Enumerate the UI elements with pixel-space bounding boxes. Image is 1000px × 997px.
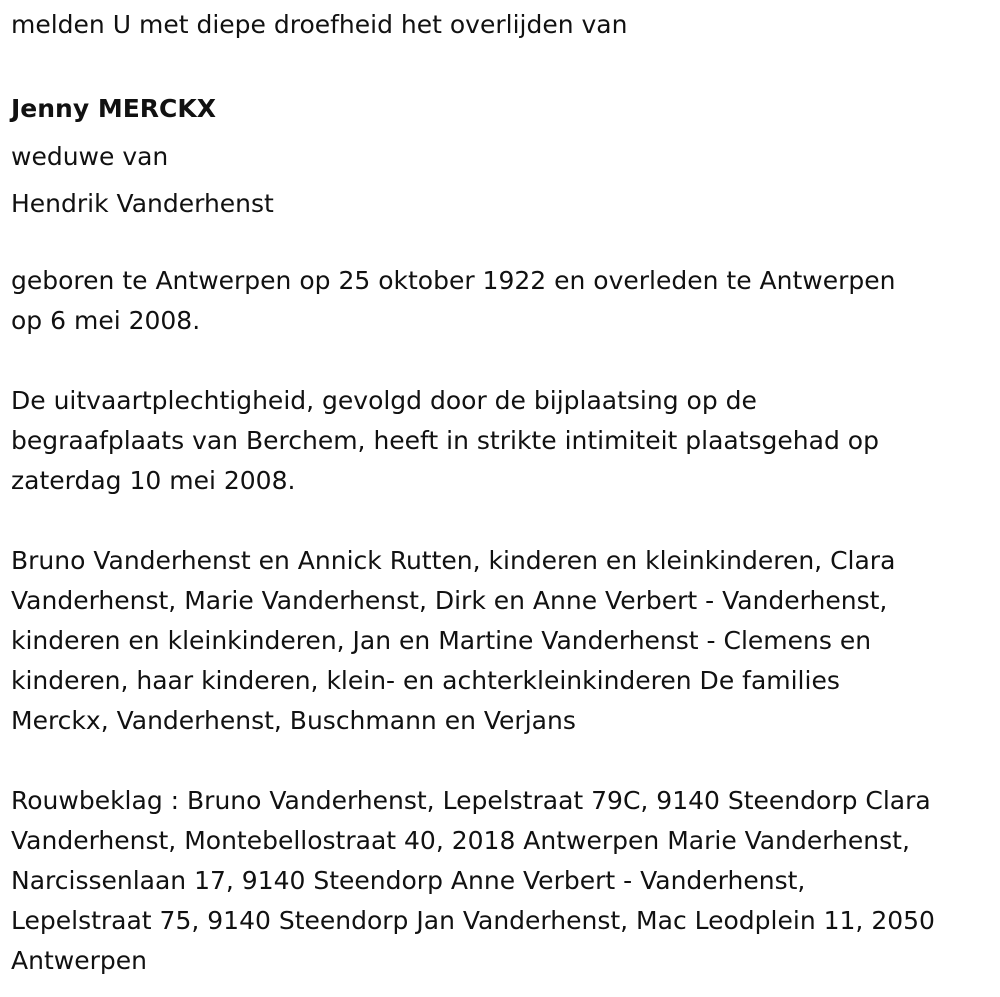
condolences-paragraph bbox=[11, 781, 1000, 981]
paragraph-line: zaterdag 10 mei 2008. bbox=[11, 466, 296, 495]
paragraph-line: Vanderhenst, Montebellostraat 40, 2018 Antwerpen Marie Vanderhenst, bbox=[11, 826, 910, 855]
paragraph-line: begraafplaats van Berchem, heeft in strikte intimiteit plaatsgehad op bbox=[11, 426, 879, 455]
paragraph-line: Vanderhenst, Marie Vanderhenst, Dirk en Anne Verbert - Vanderhenst, bbox=[11, 586, 888, 615]
spouse-name: Hendrik Vanderhenst bbox=[11, 189, 274, 218]
paragraph-line: De uitvaartplechtigheid, gevolgd door de bijplaatsing op de bbox=[11, 386, 757, 415]
birth-death-paragraph bbox=[11, 261, 1000, 341]
paragraph-line: kinderen, haar kinderen, klein- en achterkleinkinderen De families bbox=[11, 666, 840, 695]
paragraph-line: geboren te Antwerpen op 25 oktober 1922 en overleden te Antwerpen bbox=[11, 266, 896, 295]
paragraph-line: Merckx, Vanderhenst, Buschmann en Verjans bbox=[11, 706, 576, 735]
paragraph-line: Bruno Vanderhenst en Annick Rutten, kinderen en kleinkinderen, Clara bbox=[11, 546, 896, 575]
family-paragraph bbox=[11, 541, 1000, 741]
paragraph-line: op 6 mei 2008. bbox=[11, 306, 201, 335]
relation-text: weduwe van bbox=[11, 142, 169, 171]
deceased-name: Jenny MERCKX bbox=[11, 94, 217, 123]
paragraph-line: Lepelstraat 75, 9140 Steendorp Jan Vanderhenst, Mac Leodplein 11, 2050 bbox=[11, 906, 935, 935]
paragraph-line: Rouwbeklag : Bruno Vanderhenst, Lepelstraat 79C, 9140 Steendorp Clara bbox=[11, 786, 931, 815]
paragraph-line: Antwerpen bbox=[11, 946, 147, 975]
paragraph-line: kinderen en kleinkinderen, Jan en Martine Vanderhenst - Clemens en bbox=[11, 626, 872, 655]
paragraph-line: Narcissenlaan 17, 9140 Steendorp Anne Verbert - Vanderhenst, bbox=[11, 866, 806, 895]
deceased-block bbox=[11, 85, 1000, 227]
funeral-paragraph bbox=[11, 381, 1000, 501]
intro-text: melden U met diepe droefheid het overlijden van bbox=[11, 10, 628, 39]
